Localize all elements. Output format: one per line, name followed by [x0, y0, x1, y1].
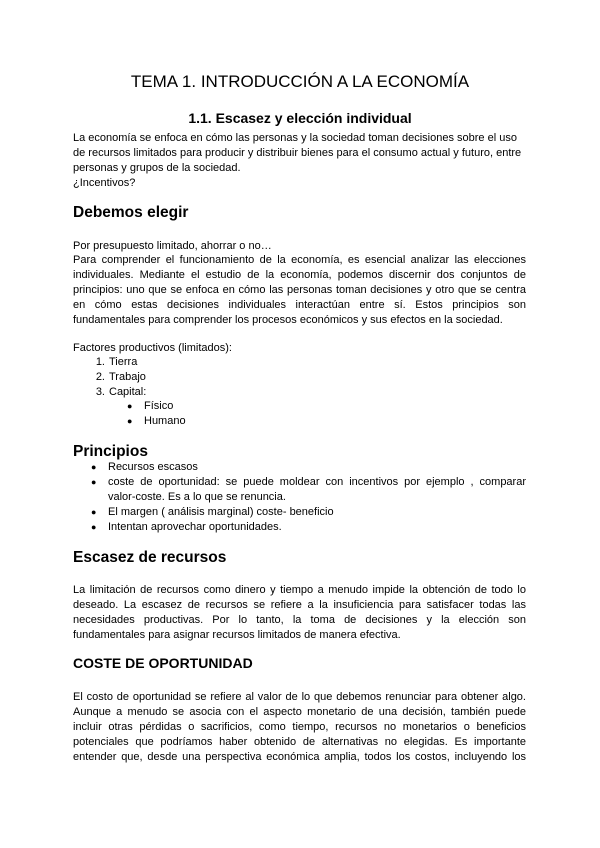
intro-paragraph	[73, 131, 526, 191]
list-item: 3. Capital:	[95, 386, 147, 398]
list-item: ● Físico	[127, 400, 174, 412]
paragraph-line: necesidades productivas. Por lo tanto, la toma de decisiones y la elección son	[73, 614, 526, 626]
list-item: ● Intentan aprovechar oportunidades.	[91, 521, 282, 533]
coste-paragraph	[73, 690, 526, 765]
debemos-paragraph	[73, 253, 526, 328]
paragraph-line: entender que, desde una perspectiva económica amplia, todos los costos, incluyendo los	[73, 751, 526, 763]
intro-line: ¿Incentivos?	[73, 177, 136, 189]
paragraph-line: Aunque a menudo se asocia con el aspecto monetario de una decisión, también puede	[73, 706, 526, 718]
bullet-icon: ●	[91, 522, 97, 532]
heading-coste-oportunidad: COSTE DE OPORTUNIDAD	[73, 655, 253, 671]
list-item: ● El margen ( análisis marginal) coste- beneficio	[91, 506, 334, 518]
bullet-icon: ●	[127, 401, 133, 411]
paragraph-line: incluir otras pérdidas o sacrificios, como tiempo, recursos no monetarios o beneficios	[73, 721, 526, 733]
bullet-icon: ●	[91, 507, 97, 517]
intro-line: de recursos limitados para producir y distribuir bienes para el consumo actual y futuro, entre	[73, 147, 522, 159]
paragraph-line: en cómo estas decisiones individuales interactúan entre sí. Estos principios son	[73, 299, 526, 311]
debemos-line: Por presupuesto limitado, ahorrar o no…	[73, 240, 272, 252]
factores-label: Factores productivos (limitados):	[73, 342, 232, 354]
escasez-paragraph	[73, 583, 526, 643]
intro-line: La economía se enfoca en cómo las personas y la sociedad toman decisiones sobre el uso	[73, 132, 517, 144]
paragraph-line: principios: uno que se enfoca en cómo las personas toman decisiones y otro que se centra	[73, 284, 526, 296]
capital-list	[127, 399, 186, 429]
bullet-icon: ●	[127, 416, 133, 426]
list-item: 1. Tierra	[95, 356, 138, 368]
paragraph-line: La limitación de recursos como dinero y tiempo a menudo impide la obtención de todo lo	[73, 584, 526, 596]
paragraph-line: fundamentales para comprender los procesos económicos y sus efectos en la sociedad.	[73, 314, 503, 326]
heading-debemos-elegir: Debemos elegir	[73, 204, 189, 221]
paragraph-line: El costo de oportunidad se refiere al valor de lo que debemos renunciar para obtener algo.	[73, 691, 526, 703]
bullet-icon: ●	[91, 462, 97, 472]
heading-principios: Principios	[73, 443, 148, 460]
bullet-icon: ●	[91, 477, 97, 487]
intro-line: personas y grupos de la sociedad.	[73, 162, 241, 174]
heading-escasez: Escasez de recursos	[73, 549, 227, 566]
paragraph-line: individuales. Mediante el estudio de la economía, podemos discernir dos conjuntos de	[73, 269, 526, 281]
list-item: ● Recursos escasos	[91, 461, 198, 473]
list-item: ● Humano	[127, 415, 186, 427]
page-title: TEMA 1. INTRODUCCIÓN A LA ECONOMÍA	[130, 72, 470, 91]
paragraph-line: potenciales que podríamos haber obtenido de alternativas no elegidas. Es importante	[73, 736, 526, 748]
factores-list	[95, 355, 147, 400]
section-subtitle: 1.1. Escasez y elección individual	[188, 110, 412, 126]
paragraph-line: deseado. La escasez de recursos se refiere a la insuficiencia para satisfacer todas las	[73, 599, 526, 611]
list-item: ● coste de oportunidad: se puede moldear con incentivos por ejemplo , comparar valor-coste. Es a lo que se renuncia.	[91, 476, 526, 503]
paragraph-line: Para comprender el funcionamiento de la economía, es esencial analizar las elecciones	[73, 254, 526, 266]
paragraph-line: fundamentales para asignar recursos limitados de manera efectiva.	[73, 629, 401, 641]
list-item: 2. Trabajo	[95, 371, 146, 383]
principios-list	[91, 460, 526, 535]
